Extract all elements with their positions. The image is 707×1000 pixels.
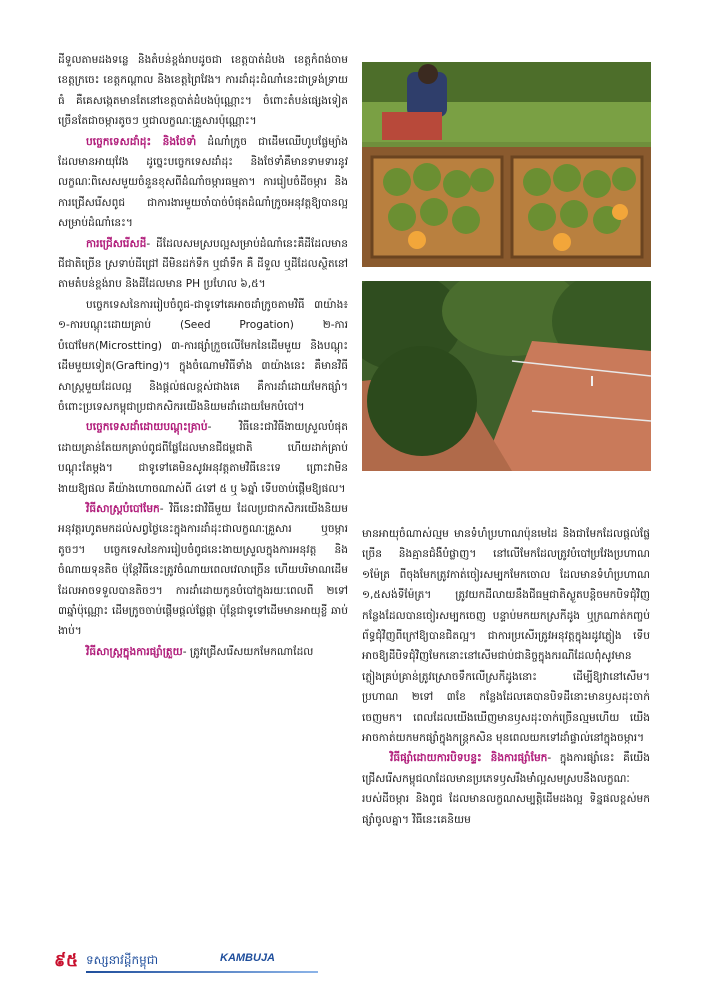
left-text-column — [58, 50, 348, 662]
photo-orchard-irrigation — [362, 281, 651, 471]
footer-divider — [86, 971, 318, 973]
magazine-brand: KAMBUJA — [220, 952, 275, 964]
orchard-image — [362, 281, 651, 471]
paragraph: បច្ចេកទេសនៃការរៀបចំពូជ-ជាទូទៅគេអាចដាំក្រូចតាមវិធី ៣យ៉ាង៖ ១-ការបណ្ដុះដោយគ្រាប់ (Seed Progation) ២-ការបំបៅមែក(Microstting) ៣-ការផ្សាំក្រួចលើមែកនៃដើមមួយ និងបណ្ដុះដើមមួយទៀត(Grafting)។ ក្នុងចំណោមវិធីទាំង ៣យ៉ាងនេះ គឺមានវិធីសាស្ត្រមួយដែលល្អ និងផ្ដល់ផលខ្ពស់ជាងគេ គឺការដាំដោយមែកផ្សាំ។ ចំពោះប្រទេសកម្ពុជាប្រជាកសិករយើងនិយមដាំដោយមែកបំបៅ។ — [58, 298, 348, 413]
section-heading: វិធីសាស្ត្រក្នុងការផ្សាំត្រួយ — [86, 645, 183, 658]
paragraph — [58, 234, 348, 295]
paragraph-text: - វិធីនេះជាវិធីងាយស្រួលបំផុត ដោយគ្រាន់តែយកគ្រាប់ពូជពីផ្លែដែលមានជីជម្ពជាតិ ហើយដាក់គ្រាប់បណ្ដុះតែម្ដង។ ជាទូទៅគេមិនសូវអនុវត្តតាមវិធីនេះទេ ព្រោះវាមិនងាយឱ្យផល គឺយ៉ាងហោចណាស់ពី ៤ទៅ ៥ ឬ ៦ឆ្នាំ ទើបចាប់ផ្ដើមឱ្យផល។ — [58, 421, 348, 495]
section-heading: បច្ចេកទេសដាំដុះ និងថែទាំ — [86, 135, 197, 148]
paragraph-text: - ត្រូវជ្រើសរើសយកមែកណាដែល — [182, 645, 314, 658]
orange-harvest-image — [362, 62, 651, 267]
magazine-title: ទស្សនាវដ្ដីកម្ពុជា — [86, 953, 159, 967]
section-heading: វិធីផ្សាំដោយការបិទបន្ទះ និងការផ្សាំមែក — [390, 752, 548, 765]
paragraph — [58, 417, 348, 499]
paragraph-text: - វិធីនេះជាវិធីមួយ ដែលប្រជាកសិករយើងនិយមអនុវត្តរហូតមកដល់សព្វថ្ងៃនេះក្នុងការដាំដុះជាលក្ខណៈគ្រួសារ ឬចម្ការតូចៗ។ បច្ចេកទេសនៃការរៀបចំពូជនេះងាយស្រួលក្នុងការអនុវត្ត និងចំណាយទុនតិច ប៉ុន្តែវិធីនេះត្រូវចំណាយពេលវេលាច្រើន ហើយបរិមាណដើមដែលអាចទទួលបានតិចៗ។ ការដាំដោយកូនបំបៅក្នុងរយៈពេលពី ២ទៅ ៣ឆ្នាំប៉ុណ្ណោះ ដើមក្រូចចាប់ផ្ដើមផ្ដល់ផ្លែផ្កា ប៉ុន្តែជាទូទៅដើមមានអាយុខ្លី ឆាប់ងាប់។ — [58, 502, 348, 638]
right-text-column — [362, 524, 650, 830]
paragraph: មានអាយុចំណាស់ល្មម មានទំហំប្រហាណប៉ុនមេដៃ និងជាមែកដែលផ្ដល់ផ្លែច្រើន និងគ្មានជំងឺបំផ្លាញ។ នៅលើមែកដែលត្រូវបំបៅប្រវែងប្រហាណ ១ម៉ែត្រ ពីចុងមែកត្រូវកាត់ចៀរសម្បកមែកចោល ដែលមានទំហំប្រហាណ ១,៥សង់ទីម៉ែត្រ។ ត្រូវយកដីលាយនឹងជីធម្មជាតិស្ងួតបន្តិចមកបិទជុំវិញកន្លែងដែលបានចៀរសម្បកចេញ បន្ទាប់មកយកស្រកីដូង ឬក្រណាត់កញ្ចប់ព័ទ្ធជុំវិញពីក្រៅឱ្យបានជិតល្អ។ ជាការប្រសើរត្រូវអនុវត្តក្នុងរដូវភ្លៀង ទើបអាចឱ្យដីបិទជុំវិញមែកនោះនៅសើមជាប់ជានិច្ចក្នុងករណីដែលពុំសូវមានភ្លៀងគ្រប់គ្រាន់ត្រូវស្រោចទឹកលើស្រកីដូងនោះ ដើម្បីឱ្យវានៅសើម។ ប្រហាណ ២ទៅ ៣ខែ កន្លែងដែលគេបានបិទដីនោះមានឫសដុះចាក់ចេញមក។ ពេលដែលយើងឃើញមានឫសដុះចាក់ច្រើនល្មមហើយ យើងអាចកាត់យកមកផ្សាំក្នុងកន្ត្រកសិន មុនពេលយកទៅដាំផ្ទាល់នៅក្នុងចម្ការ។ — [362, 528, 650, 745]
paragraph — [58, 642, 348, 662]
paragraph-text: - ក្នុងការផ្សាំនេះ គឺយើងជ្រើសរើសកម្ពុជលាដែលមានប្រភេទឫសរឹងមាំល្អសមស្របនឹងលក្ខណៈរបស់ដីចម្ការ និងពូជ ដែលមានលក្ខណសម្បត្តិដើមដងល្អ ទិន្នផលខ្ពស់មកផ្សាំចូលគ្នា។ វិធីនេះគេនិយម — [362, 752, 650, 826]
page-number: ៩៥ — [53, 951, 79, 971]
photo-orange-harvest — [362, 62, 651, 267]
paragraph — [58, 132, 348, 234]
paragraph — [362, 748, 650, 830]
paragraph-text: ដំណាំក្រូច ជាដើមឈើហូបផ្លែម្យ៉ាង ដែលមានអាយុវែង ដូច្នេះបច្ចេកទេសដាំដុះ និងថែទាំគឺមានទាមទារនូវលក្ខណៈពិសេសមួយចំនួនខុសពីដំណាំចម្ការធម្មតា។ ការរៀបចំដីចម្ការ និងការជ្រើសរើសពូជ ជាការងារមួយចាំបាច់បំផុតដំណាំក្រូចអនុវត្តឱ្យបានល្អសម្រាប់ដំណាំនេះ។ — [58, 135, 348, 230]
section-heading: ការជ្រើសរើសដី — [86, 237, 147, 250]
paragraph-text: - ដីដែលសមស្របល្អសម្រាប់ដំណាំនេះគឺដីដែលមានជីជាតិច្រើន ស្រទាប់ដីជ្រៅ ដីមិនដក់ទឹក ឬជាំទឹក គឺ ដីទួល ឬដីដែលស្ថិតនៅតាមតំបន់ខ្ពង់រាប និងដីដែលមាន PH ប្រហែល ៦,៥។ — [58, 237, 348, 291]
paragraph: ដីទួលតាមដងទន្លេ និងតំបន់ខ្ពង់រាបដូចជា ខេត្តបាត់ដំបង ខេត្តកំពង់ចាម ខេត្តក្រចេះ ខេត្តកណ្ដាល និងខេត្តព្រៃវែង។ ការដាំដុះដំណាំនេះជាទ្រង់ទ្រាយធំ គឺគេសង្កេតមានតែនៅខេត្តបាត់ដំបងប៉ុណ្ណោះ។ ចំពោះតំបន់ផ្សេងទៀតច្រើនតែជាចម្ការតូចៗ ឬជាលក្ខណៈគ្រួសារប៉ុណ្ណោះ។ — [58, 54, 348, 128]
section-heading: បច្ចេកទេសដាំដោយបណ្ដុះគ្រាប់ — [86, 421, 208, 434]
paragraph — [58, 499, 348, 642]
section-heading: វិធីសាស្ត្របំបៅមែក — [86, 502, 160, 515]
page-footer — [48, 948, 318, 978]
